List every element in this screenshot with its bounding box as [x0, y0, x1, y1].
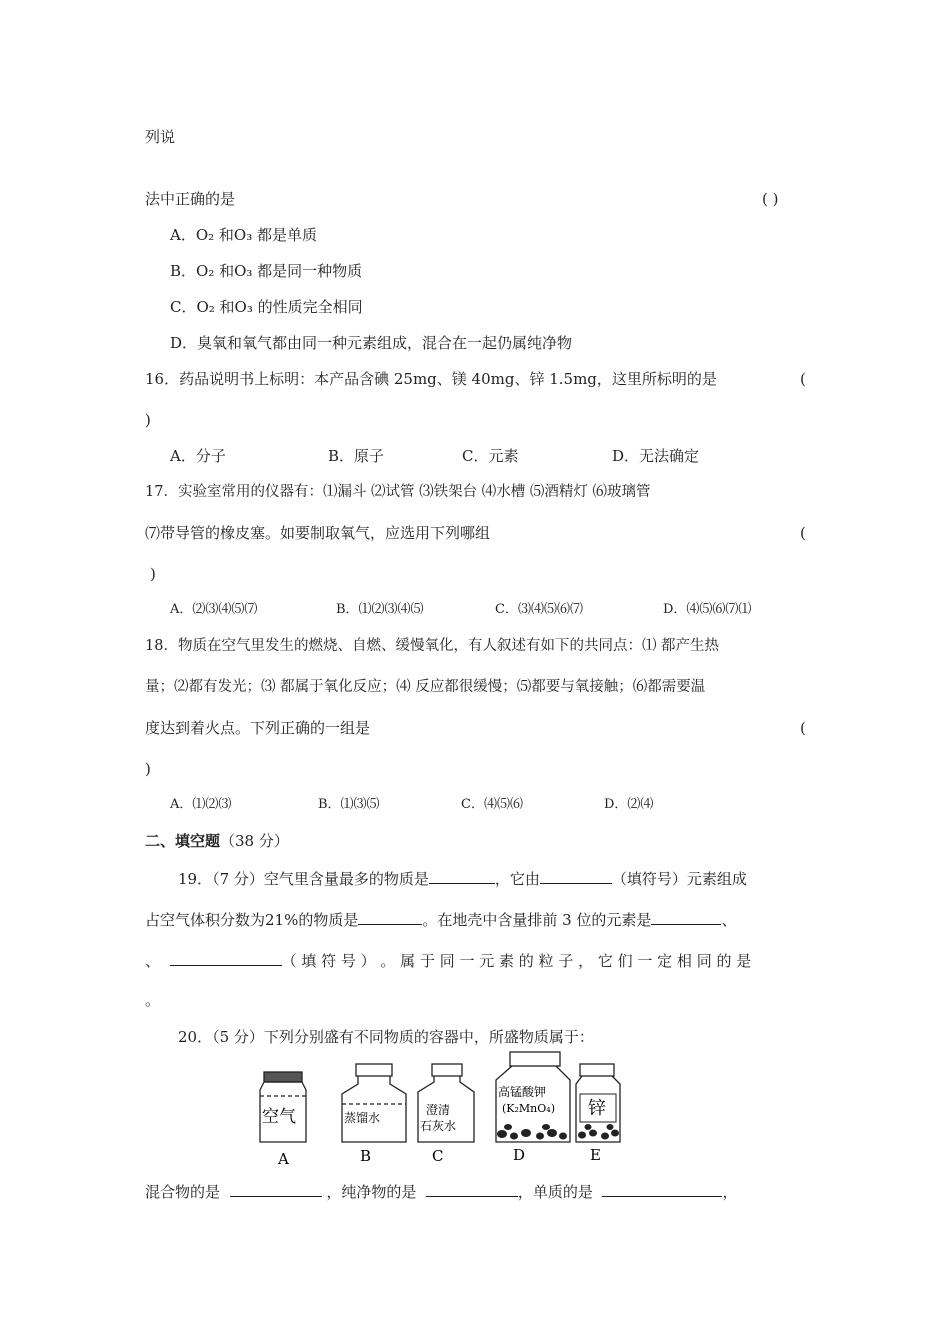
jar-c-letter: C — [432, 1147, 444, 1165]
jar-b-icon — [342, 1064, 406, 1142]
q19-line-3 — [145, 949, 751, 971]
jar-b-label: 蒸馏水 — [344, 1111, 381, 1125]
section-2-heading — [145, 831, 289, 851]
q16-stem: 16．药品说明书上标明：本产品含碘 25mg、镁 40mg、锌 1.5mg，这里所标明的是 — [145, 370, 717, 388]
q16-option-a: A．分子 — [170, 447, 226, 465]
q19-text-8: （ 填 符 号 ） 。 属 于 同 一 元 素 的 粒 子 ， 它 们 一 定 相 同 的 是 — [281, 952, 752, 970]
q19-text-3: （填符号）元素组成 — [611, 870, 747, 888]
q19-blank-2[interactable] — [540, 867, 612, 884]
q17-paren-close: ) — [150, 565, 156, 583]
q19-blank-4[interactable] — [651, 908, 721, 925]
q18-option-d: D．⑵⑷ — [604, 797, 654, 812]
jar-c-label-2: 石灰水 — [420, 1119, 457, 1133]
q20-text-1: 混合物的是 — [145, 1183, 221, 1201]
jar-c-label-1: 澄清 — [426, 1103, 451, 1117]
q18-option-c: C．⑷⑸⑹ — [461, 797, 523, 812]
q16-option-c: C．元素 — [462, 447, 519, 465]
jars-figure — [250, 1050, 650, 1165]
q20-fill-line — [145, 1180, 737, 1202]
jar-e-label: 锌 — [588, 1098, 606, 1119]
q19-blank-3[interactable] — [358, 908, 422, 925]
jar-b-letter: B — [360, 1147, 372, 1165]
section-2-score: （38 分） — [220, 832, 289, 850]
q18-paren-close: ) — [145, 760, 151, 778]
q20-blank-mixture[interactable] — [230, 1180, 322, 1197]
q15-option-b: B．O₂ 和O₃ 都是同一种物质 — [170, 262, 363, 280]
q15-line-a: 列说 — [145, 128, 176, 146]
q19-text-4: 占空气体积分数为21%的物质是 — [145, 911, 359, 929]
q15-line-b: 法中正确的是 — [145, 190, 236, 208]
q19-line-1 — [178, 867, 747, 889]
q17-stem-1: 17．实验室常用的仪器有：⑴漏斗 ⑵试管 ⑶铁架台 ⑷水槽 ⑸酒精灯 ⑹玻璃管 — [145, 484, 651, 500]
jar-a-letter: A — [278, 1150, 289, 1165]
q16-paren-close: ) — [145, 411, 151, 429]
q19-blank-5[interactable] — [170, 949, 282, 966]
q17-paren-open: ( — [800, 524, 806, 542]
q19-text-2: ，它由 — [494, 870, 540, 888]
q19-line-4: 。 — [145, 991, 161, 1009]
q18-stem-3: 度达到着火点。下列正确的一组是 — [145, 719, 371, 737]
q20-blank-element[interactable] — [602, 1180, 722, 1197]
q17-stem-2: ⑺带导管的橡皮塞。如要制取氧气，应选用下列哪组 — [145, 524, 491, 542]
q18-option-a: A．⑴⑵⑶ — [170, 797, 232, 812]
q16-option-d: D．无法确定 — [612, 447, 700, 465]
jar-d-label-2: (K₂MnO₄) — [502, 1102, 555, 1115]
q17-option-b: B．⑴⑵⑶⑷⑸ — [336, 602, 424, 617]
q16-option-b: B．原子 — [328, 447, 385, 465]
q20-text-3: ，单质的是 — [517, 1183, 593, 1201]
q18-paren-open: ( — [800, 719, 806, 737]
q17-option-d: D．⑷⑸⑹⑺⑴ — [663, 602, 752, 617]
jar-e-letter: E — [590, 1146, 601, 1164]
q19-blank-1[interactable] — [429, 867, 495, 884]
q19-text-6: 、 — [721, 911, 737, 929]
q18-stem-1: 18．物质在空气里发生的燃烧、自燃、缓慢氧化，有人叙述有如下的共同点：⑴ 都产生热 — [145, 638, 720, 654]
q18-option-b: B．⑴⑶⑸ — [318, 797, 380, 812]
q18-stem-2: 量；⑵都有发光；⑶ 都属于氧化反应；⑷ 反应都很缓慢；⑸都要与氧接触；⑹都需要温 — [145, 679, 706, 695]
section-2-title: 二、填空题 — [145, 832, 221, 850]
q17-option-c: C．⑶⑷⑸⑹⑺ — [495, 602, 583, 617]
q15-answer-paren: ( ) — [762, 190, 779, 208]
q17-option-a: A．⑵⑶⑷⑸⑺ — [170, 602, 258, 617]
q20-blank-pure[interactable] — [426, 1180, 518, 1197]
q19-text-7: 、 — [145, 952, 161, 970]
jar-d-label-1: 高锰酸钾 — [498, 1085, 547, 1099]
q20-stem: 20．（5 分）下列分别盛有不同物质的容器中，所盛物质属于： — [178, 1028, 594, 1046]
q15-option-a: A．O₂ 和O₃ 都是单质 — [170, 226, 317, 244]
q19-text-1: 19．（7 分）空气里含量最多的物质是 — [178, 870, 429, 888]
q20-text-4: ， — [722, 1183, 738, 1201]
q15-option-c: C．O₂ 和O₃ 的性质完全相同 — [170, 298, 363, 316]
q16-paren-open: ( — [800, 370, 806, 388]
q19-text-5: 。在地壳中含量排前 3 位的元素是 — [422, 911, 652, 929]
q20-text-2: ，纯净物的是 — [326, 1183, 417, 1201]
jar-d-letter: D — [513, 1146, 526, 1164]
q19-line-2 — [145, 908, 736, 930]
jar-a-label: 空气 — [262, 1107, 296, 1127]
q15-option-d: D．臭氧和氧气都由同一种元素组成，混合在一起仍属纯净物 — [170, 334, 573, 352]
